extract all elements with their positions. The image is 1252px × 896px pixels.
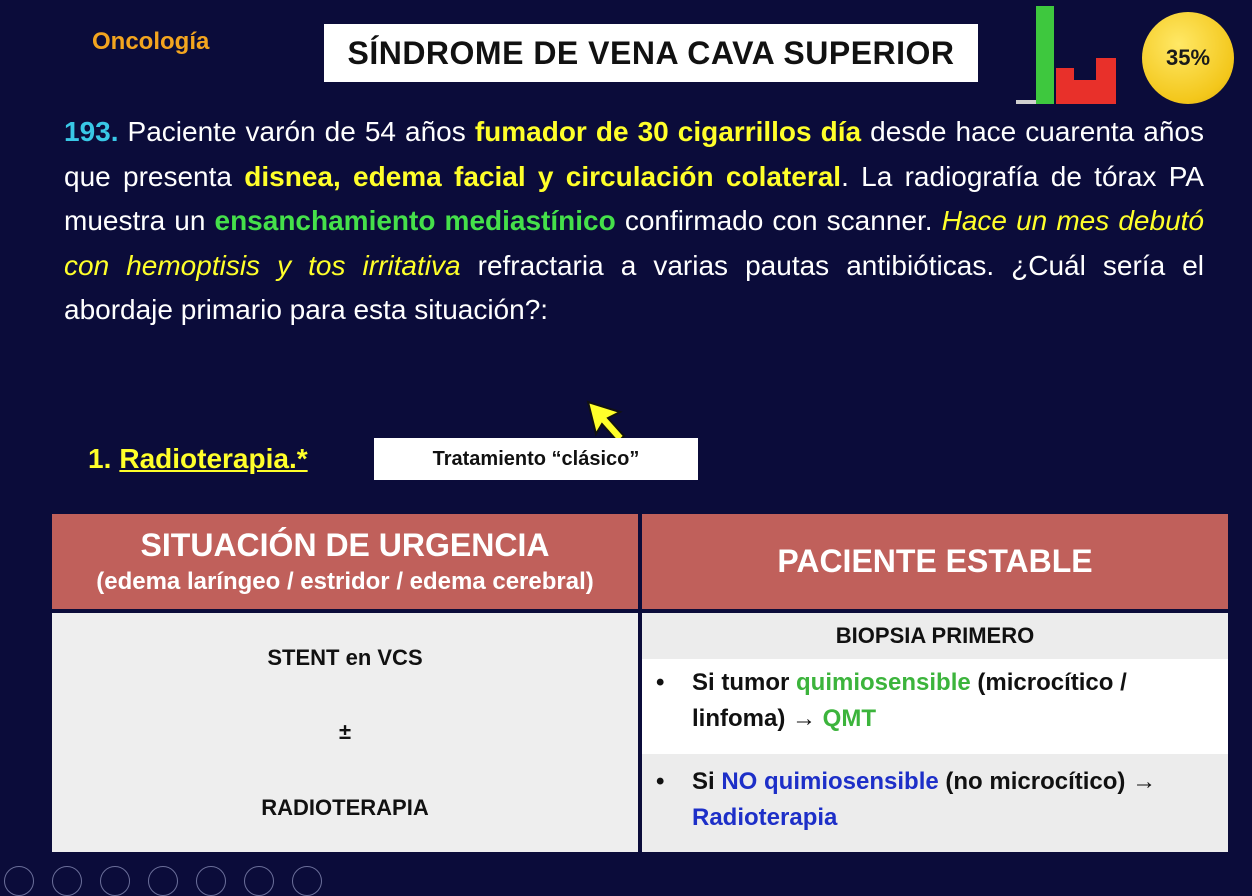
urgency-title: SITUACIÓN DE URGENCIA bbox=[140, 527, 550, 563]
subtitles-icon[interactable] bbox=[244, 866, 274, 896]
bullet-dot-icon: • bbox=[656, 768, 665, 795]
question-segment-1: Paciente varón de 54 años bbox=[118, 116, 475, 147]
topic-label: Oncología bbox=[92, 28, 210, 55]
biopsy-first-text: BIOPSIA PRIMERO bbox=[835, 623, 1035, 648]
urgency-line-radio: RADIOTERAPIA bbox=[261, 795, 429, 820]
urgency-body bbox=[52, 613, 638, 852]
bar-red-2 bbox=[1074, 80, 1096, 104]
classic-treatment-tag bbox=[374, 438, 698, 480]
bullet1-c: (microcítico / linfoma) → bbox=[692, 669, 1127, 732]
bullet-dot-icon: • bbox=[656, 669, 665, 696]
stats-bar-chart bbox=[1014, 4, 1118, 108]
question-segment-4: confirmado con scanner. bbox=[615, 205, 942, 236]
bullet2-b: NO quimiosensible bbox=[721, 768, 939, 795]
question-segment-3: . La radiografía de tórax PA muestra un bbox=[64, 160, 1204, 236]
bullet1-d: QMT bbox=[822, 705, 876, 732]
percent-value: 35% bbox=[1165, 45, 1211, 70]
stable-title: PACIENTE ESTABLE bbox=[777, 543, 1093, 579]
stable-header bbox=[642, 514, 1228, 609]
player-toolbar bbox=[0, 860, 420, 876]
bar-red-1 bbox=[1056, 68, 1074, 104]
comparison-table bbox=[52, 514, 1228, 852]
slide-title bbox=[324, 24, 978, 82]
bullet-not-chemosensitive bbox=[642, 754, 1228, 852]
correct-answer bbox=[88, 443, 308, 475]
bullet-chemosensitive bbox=[642, 659, 1228, 754]
urgency-header bbox=[52, 514, 638, 609]
highlight-mediastinal: ensanchamiento mediastínico bbox=[214, 205, 616, 236]
biopsy-first bbox=[642, 613, 1228, 659]
urgency-line-stent: STENT en VCS bbox=[267, 645, 423, 670]
answer-text: Radioterapia.* bbox=[119, 443, 308, 474]
percent-badge bbox=[1142, 12, 1234, 104]
bullet2-d: Radioterapia bbox=[692, 804, 838, 831]
question-segment-5: refractaria a varias pautas antibióticas. ¿Cuál sería el abordaje primario para esta situación?: bbox=[64, 249, 1204, 325]
bullet1-a: Si tumor bbox=[692, 669, 797, 696]
question-number: 193. bbox=[64, 116, 119, 147]
slides-icon[interactable] bbox=[148, 866, 178, 896]
question-segment-2: desde hace cuarenta años que presenta bbox=[64, 116, 1205, 192]
answer-number: 1. bbox=[88, 443, 112, 474]
more-icon[interactable] bbox=[292, 866, 322, 896]
slide-title-text: SÍNDROME DE VENA CAVA SUPERIOR bbox=[347, 34, 955, 71]
highlight-symptoms: disnea, edema facial y circulación colateral bbox=[244, 160, 842, 192]
tag-text: Tratamiento “clásico” bbox=[432, 447, 640, 470]
back-icon[interactable] bbox=[4, 866, 34, 896]
bullet1-b: quimiosensible bbox=[796, 669, 971, 696]
urgency-subtitle: (edema laríngeo / estridor / edema cerebral) bbox=[96, 568, 594, 595]
highlight-hemoptysis: Hace un mes debutó con hemoptisis y tos irritativa bbox=[64, 205, 1204, 281]
bar-green bbox=[1036, 6, 1054, 104]
bar-red-3 bbox=[1096, 58, 1116, 104]
zoom-icon[interactable] bbox=[196, 866, 226, 896]
bullet2-c: (no microcítico) → bbox=[938, 768, 1157, 795]
urgency-line-plusminus: ± bbox=[338, 719, 352, 744]
question-text bbox=[64, 110, 1204, 333]
forward-icon[interactable] bbox=[52, 866, 82, 896]
bullet2-a: Si bbox=[692, 768, 722, 795]
highlight-smoker: fumador de 30 cigarrillos día bbox=[474, 116, 862, 147]
pen-icon[interactable] bbox=[100, 866, 130, 896]
